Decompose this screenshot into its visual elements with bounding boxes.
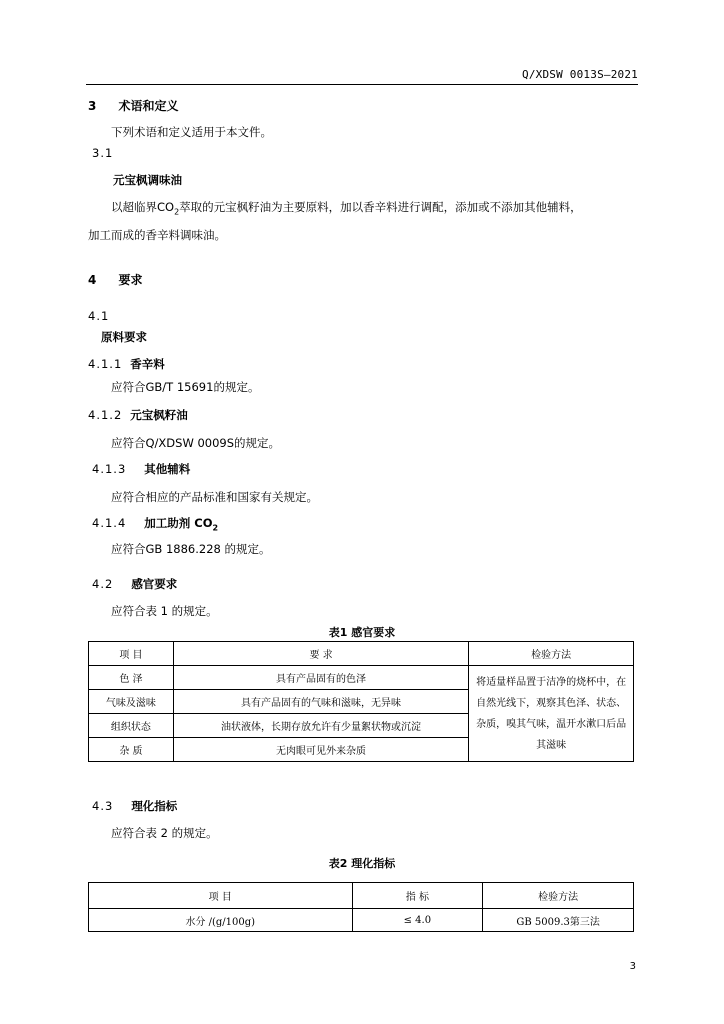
table-sensory [88, 641, 634, 762]
table-row [89, 909, 634, 932]
subscript: 2 [212, 523, 219, 533]
clause-title: 香辛料 [130, 357, 165, 371]
table-cell: 气味及滋味 [89, 690, 174, 714]
clause-4-3-heading [92, 798, 177, 814]
clause-number: 4.1.2 [88, 408, 123, 422]
section-number: 3 [88, 99, 97, 113]
clause-number: 4.1.1 [88, 357, 123, 371]
term-definition-line2: 加工而成的香辛料调味油。 [88, 228, 226, 242]
clause-4-2-text: 应符合表 1 的规定。 [111, 604, 218, 618]
section-number: 4 [88, 273, 97, 287]
table-cell: 色 泽 [89, 666, 174, 690]
header-cell: 指 标 [352, 883, 483, 909]
term-title: 元宝枫调味油 [113, 173, 182, 187]
clause-4-1-4-text: 应符合GB 1886.228 的规定。 [111, 542, 271, 556]
clause-4-1-1-heading [88, 356, 165, 372]
term-definition-line1 [111, 199, 582, 216]
table-physicochemical [88, 882, 634, 932]
header-cell: 项 目 [89, 883, 353, 909]
clause-4-1-2-heading [88, 407, 188, 423]
header-cell: 检验方法 [483, 883, 634, 909]
clause-4-1-4-heading [92, 515, 218, 532]
page-number: 3 [629, 961, 636, 972]
table-cell: 无肉眼可见外来杂质 [173, 738, 468, 762]
definition-text-cont: 萃取的元宝枫籽油为主要原料，加以香辛料进行调配，添加或不添加其他辅料， [179, 200, 582, 214]
header-cell: 检验方法 [469, 642, 634, 666]
clause-title: 感官要求 [131, 577, 178, 591]
clause-number: 4.1.4 [92, 516, 127, 530]
header-cell: 项 目 [89, 642, 174, 666]
table-header-row [89, 642, 634, 666]
table-cell: 具有产品固有的气味和滋味，无异味 [173, 690, 468, 714]
table1-caption: 表1 感官要求 [328, 626, 396, 639]
table-cell: GB 5009.3第三法 [483, 909, 634, 932]
table-row [89, 666, 634, 690]
section-3-intro: 下列术语和定义适用于本文件。 [111, 125, 272, 139]
section-title: 要求 [118, 273, 143, 287]
header-cell: 要 求 [173, 642, 468, 666]
section-4-heading [88, 271, 143, 288]
clause-title: 元宝枫籽油 [130, 408, 188, 422]
clause-number: 4.1.3 [92, 462, 127, 476]
header-rule [86, 84, 638, 85]
table-cell: 具有产品固有的色泽 [173, 666, 468, 690]
clause-title: 加工助剂 CO [144, 516, 213, 530]
clause-4-1-1-text: 应符合GB/T 15691的规定。 [111, 380, 260, 394]
standard-code: Q/XDSW 0013S—2021 [522, 68, 638, 81]
clause-number: 4.2 [92, 577, 114, 591]
clause-3-1-number: 3.1 [92, 146, 114, 160]
clause-title: 其他辅料 [144, 462, 191, 476]
clause-4-3-text: 应符合表 2 的规定。 [111, 826, 218, 840]
table-cell: 油状液体，长期存放允许有少量絮状物或沉淀 [173, 714, 468, 738]
table2-caption: 表2 理化指标 [328, 857, 396, 870]
clause-4-1-number: 4.1 [88, 309, 110, 323]
table-header-row [89, 883, 634, 909]
method-cell: 将适量样品置于洁净的烧杯中，在自然光线下，观察其色泽、状态、杂质，嗅其气味，温开水漱口后品其滋味 [469, 666, 634, 762]
clause-title: 理化指标 [131, 799, 178, 813]
section-title: 术语和定义 [118, 99, 179, 113]
clause-4-1-3-text: 应符合相应的产品标准和国家有关规定。 [111, 490, 318, 504]
definition-text: 以超临界CO [111, 200, 175, 214]
clause-4-1-3-heading [92, 461, 190, 477]
clause-4-2-heading [92, 576, 177, 592]
table-cell: 杂 质 [89, 738, 174, 762]
table-cell: 水分 /(g/100g) [89, 909, 353, 932]
clause-4-1-title: 原料要求 [101, 330, 147, 344]
clause-number: 4.3 [92, 799, 114, 813]
subscript: 2 [174, 207, 180, 217]
clause-4-1-2-text: 应符合Q/XDSW 0009S的规定。 [111, 436, 281, 450]
section-3-heading [88, 97, 179, 114]
table-cell: ≤ 4.0 [352, 909, 483, 932]
table-cell: 组织状态 [89, 714, 174, 738]
